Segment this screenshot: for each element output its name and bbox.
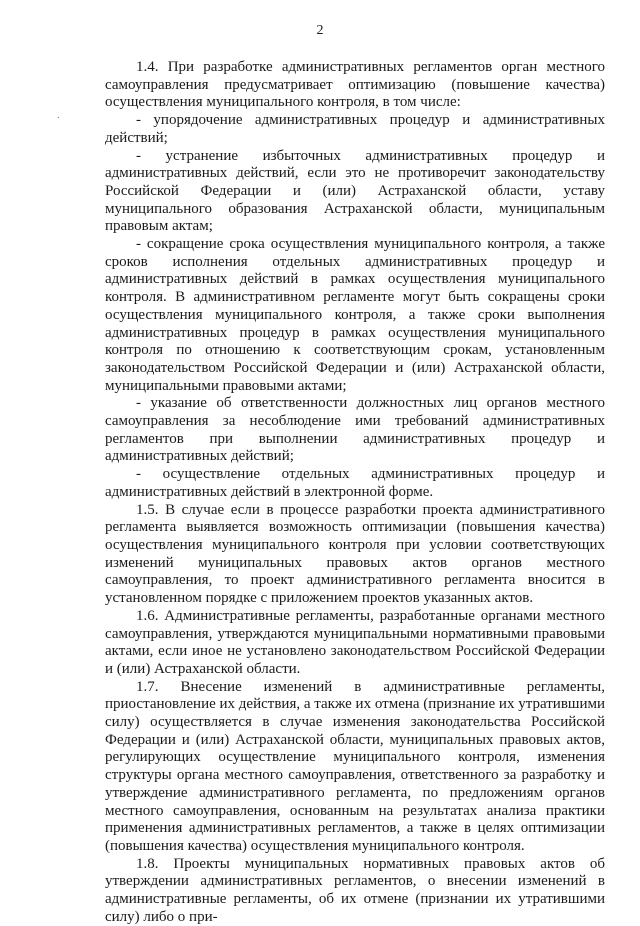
paragraph-1-4: 1.4. При разработке административных регламентов орган местного самоуправления предусматривает оптимизацию (повышение качества) осуществления муниципального контроля, в том числе: xyxy=(105,59,605,111)
list-item-elimination: - устранение избыточных административных процедур и административных действий, если это не противоречит законодательству Российской Федерации и (или) Астраханской области, уставу муниципального образования Астраханской области, муниципальным правовым актам; xyxy=(105,147,605,235)
margin-mark: . xyxy=(57,110,60,121)
list-item-reduction: - сокращение срока осуществления муниципального контроля, а также сроков исполнения отдельных административных процедур и административных действий в рамках осуществления муниципального контроля. В административном регламенте могут быть сокращены сроки осуществления муниципального контроля, а также сроки выполнения административных процедур в рамках осуществления муниципального контроля по отношению к соответствующим срокам, установленным законодательством Российской Федерации и (или) Астраханской области, муниципальными правовыми актами; xyxy=(105,236,605,394)
paragraph-1-7: 1.7. Внесение изменений в административные регламенты, приостановление их действия, а также их отмена (признание их утратившими силу) осуществляется в случае изменения законодательства Российской Федерации и (или) Астраханской области, муниципальных правовых актов, регулирующих осуществление муниципального контроля, изменения структуры органа местного самоуправления, ответственного за разработку и утверждение административного регламента, по предложениям органов местного самоуправления, основанным на результатах анализа практики применения административных регламентов, а также в целях оптимизации (повышения качества) осуществления муниципального контроля. xyxy=(105,678,605,854)
list-item-ordering: - упорядочение административных процедур и административных действий; xyxy=(105,112,605,146)
paragraph-1-6: 1.6. Административные регламенты, разработанные органами местного самоуправления, утверждаются муниципальными нормативными правовыми актами, если иное не установлено законодательством Российской Федерации и (или) Астраханской области. xyxy=(105,607,605,677)
document-body xyxy=(105,59,605,926)
list-item-responsibility: - указание об ответственности должностных лиц органов местного самоуправления за несоблюдение ими требований административных регламентов при выполнении административных процедур и административных действий; xyxy=(105,395,605,465)
page-number: 2 xyxy=(316,23,324,38)
list-item-electronic: - осуществление отдельных административных процедур и административных действий в электронной форме. xyxy=(105,466,605,500)
paragraph-1-5: 1.5. В случае если в процессе разработки проекта административного регламента выявляется возможность оптимизации (повышения качества) осуществления муниципального контроля при условии соответствующих изменений муниципальных правовых актов органов местного самоуправления, то проект административного регламента вносится в установленном порядке с приложением проектов указанных актов. xyxy=(105,501,605,607)
paragraph-1-8: 1.8. Проекты муниципальных нормативных правовых актов об утверждении административных регламентов, о внесении изменений в административные регламенты, об их отмене (признании их утратившими силу) либо о при- xyxy=(105,855,605,925)
